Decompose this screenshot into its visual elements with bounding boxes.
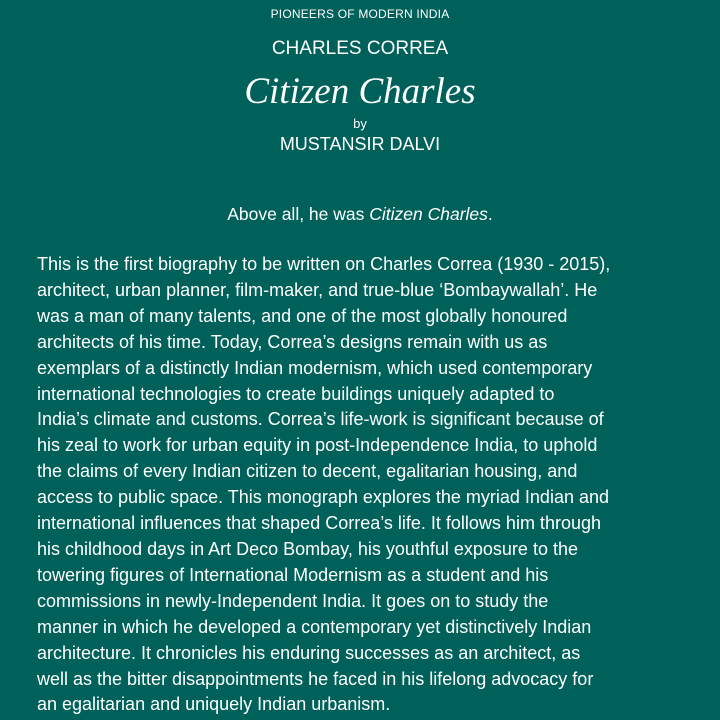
blurb-paragraph [37,252,687,718]
blurb-line: international technologies to create buildings uniquely adapted to [37,383,555,404]
blurb-line: manner in which he developed a contemporary yet distinctively Indian [37,616,592,637]
blurb-line: This is the first biography to be written on Charles Correa (1930 - 2015), [37,254,611,274]
by-label: by [353,116,367,131]
blurb-line: international influences that shaped Correa’s life. It follows him through [37,513,601,534]
blurb-line: towering figures of International Modernism as a student and his [37,564,549,585]
blurb-line: exemplars of a distinctly Indian modernism, which used contemporary [37,357,593,378]
blurb-line: commissions in newly-Independent India. It goes on to study the [37,590,549,611]
blurb-line: architects of his time. Today, Correa’s designs remain with us as [37,331,548,352]
blurb-line: access to public space. This monograph explores the myriad Indian and [37,487,609,508]
tagline-suffix: . [487,204,493,224]
blurb-line: was a man of many talents, and one of the most globally honoured [37,305,568,326]
subject-name: CHARLES CORREA [271,38,449,59]
blurb-line: well as the bitter disappointments he faced in his lifelong advocacy for [37,668,594,689]
tagline-emphasis: Citizen Charles [369,204,488,224]
series-name: PIONEERS OF MODERN INDIA [270,7,450,21]
tagline [0,204,720,225]
author-name: MUSTANSIR DALVI [279,134,441,154]
blurb-line: India’s climate and customs. Correa’s life-work is significant because of [37,409,604,430]
blurb-line: architecture. It chronicles his enduring successes as an architect, as [37,642,581,663]
blurb-line: architect, urban planner, film-maker, and true-blue ‘Bombaywallah’. He [37,279,598,300]
blurb-line: an egalitarian and uniquely Indian urbanism. [37,694,391,715]
tagline-prefix: Above all, he was [227,204,370,224]
blurb-line: his childhood days in Art Deco Bombay, his youthful exposure to the [37,538,578,559]
blurb-line: his zeal to work for urban equity in post-Independence India, to uphold [37,435,598,456]
book-title: Citizen Charles [244,71,476,112]
blurb-line: the claims of every Indian citizen to decent, egalitarian housing, and [37,461,578,482]
